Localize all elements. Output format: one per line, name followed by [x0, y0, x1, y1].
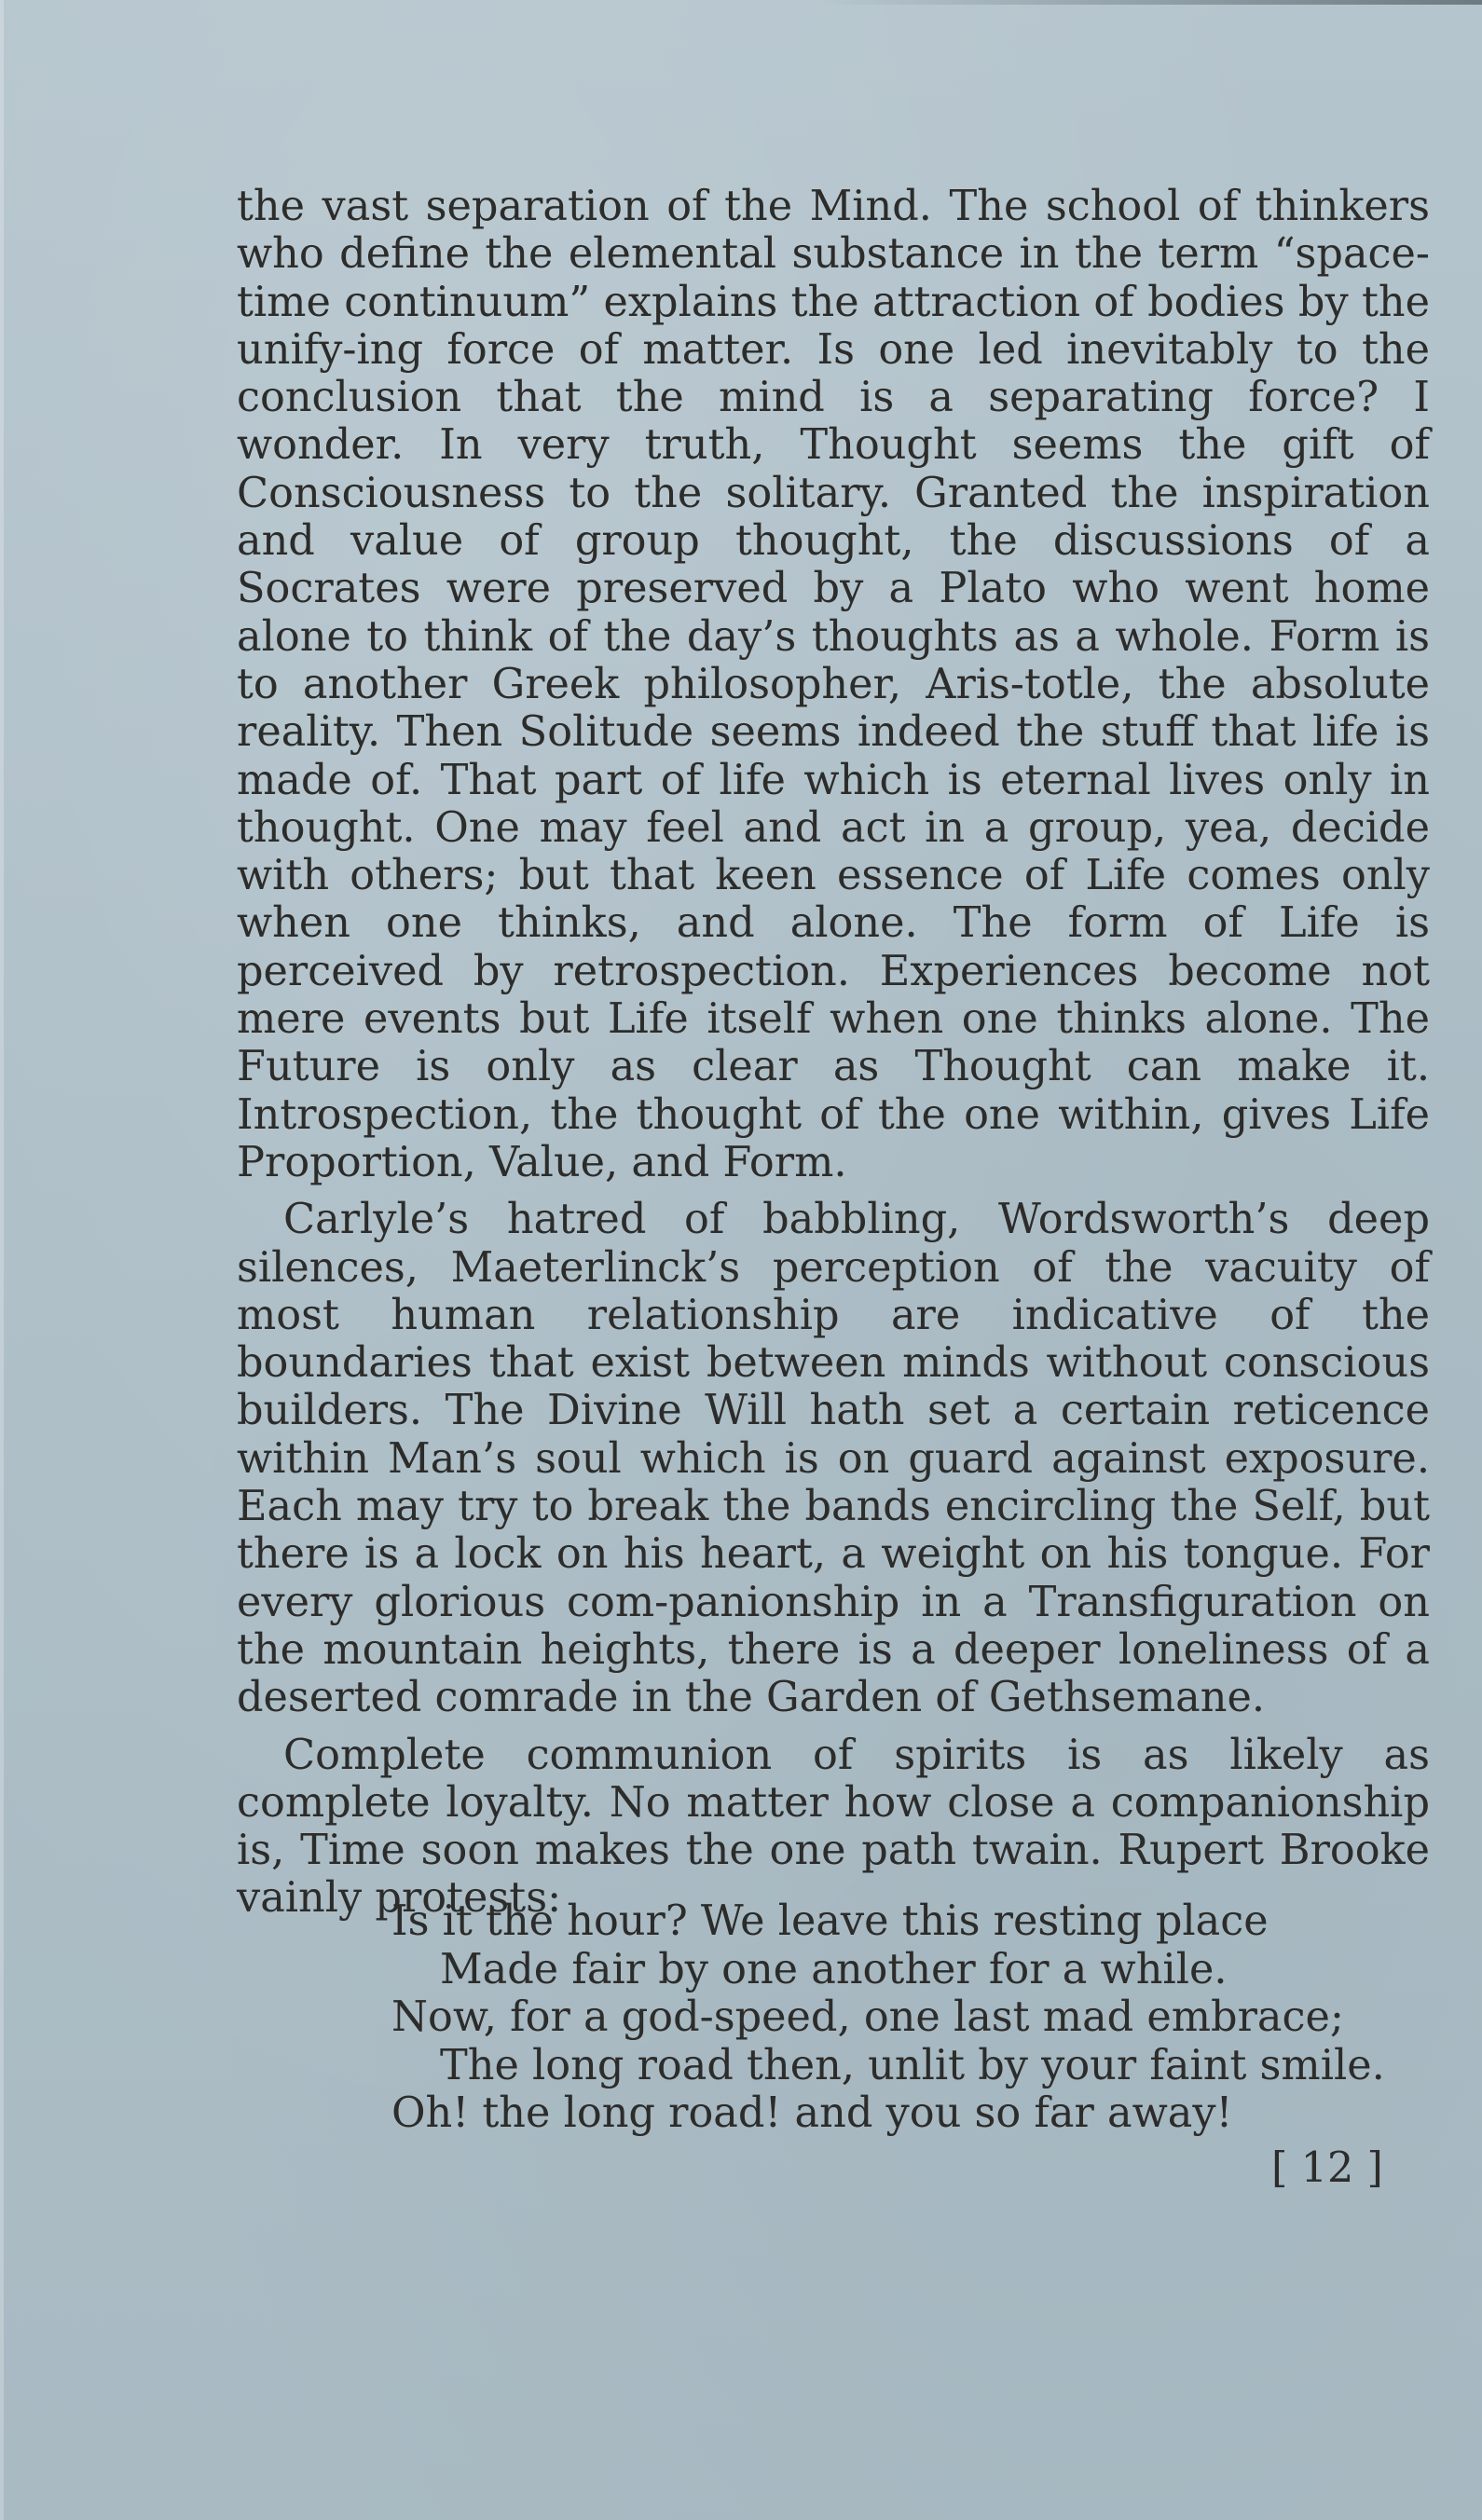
body-text: [237, 183, 1430, 1923]
poem-line-2: Made fair by one another for a while.: [440, 1944, 1228, 1993]
page-top-edge-shadow: [0, 0, 1482, 5]
paragraph-1: the vast separation of the Mind. The school of thinkers who define the elemental substance in the term “space-time continuum” explains the attraction of bodies by the unify-ing force of matter. Is one led inevitably to the conclusion that the mind is a separating force? I wonder. In very truth, Thought seems the gift of Consciousness to the solitary. Granted the inspiration and value of group thought, the discussions of a Socrates were preserved by a Plato who went home alone to think of the day’s thoughts as a whole. Form is to another Greek philosopher, Aris-totle, the absolute reality. Then Solitude seems indeed the stuff that life is made of. That part of life which is eternal lives only in thought. One may feel and act in a group, yea, decide with others; but that keen essence of Life comes only when one thinks, and alone. The form of Life is perceived by retrospection. Experiences become not mere events but Life itself when one thinks alone. The Future is only as clear as Thought can make it. Introspection, the thought of the one within, gives Life Proportion, Value, and Form.: [237, 182, 1430, 1186]
page-number: [ 12 ]: [1271, 2143, 1383, 2192]
page-left-edge: [0, 0, 4, 2520]
paragraph-3: Complete communion of spirits is as likely as complete loyalty. No matter how close a companionship is, Time soon makes the one path twain. Rupert Brooke vainly protests:: [237, 1730, 1430, 1923]
paragraph-2: Carlyle’s hatred of babbling, Wordsworth’s deep silences, Maeterlinck’s perception of the vacuity of most human relationship are indicative of the boundaries that exist between minds without conscious builders. The Divine Will hath set a certain reticence within Man’s soul which is on guard against exposure. Each may try to break the bands encircling the Self, but there is a lock on his heart, a weight on his tongue. For every glorious com-panionship in a Transfiguration on the mountain heights, there is a deeper loneliness of a deserted comrade in the Garden of Gethsemane.: [237, 1195, 1430, 1722]
poem-line-5: Oh! the long road! and you so far away!: [391, 2089, 1233, 2137]
poem-line-4: The long road then, unlit by your faint smile.: [440, 2040, 1385, 2089]
poem-line-3: Now, for a god-speed, one last mad embrace;: [391, 1993, 1344, 2041]
poem-quote: [391, 1897, 1417, 2138]
poem-line-1: Is it the hour? We leave this resting place: [391, 1897, 1269, 1945]
